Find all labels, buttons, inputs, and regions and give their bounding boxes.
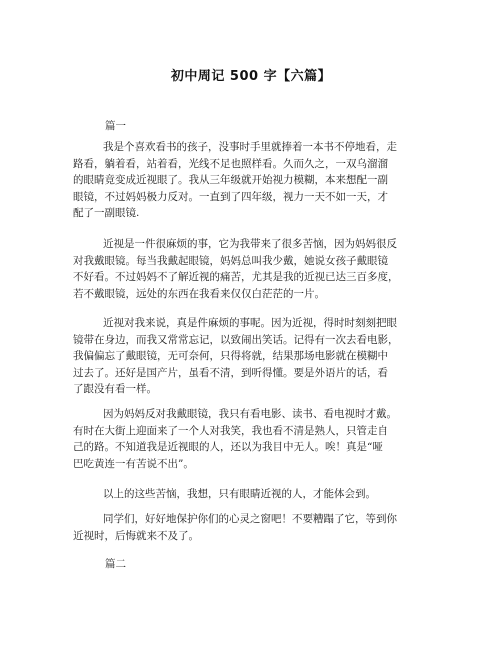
paragraph-line: 路看，躺着看，站着看，光线不足也照样看。久而久之，一双乌溜溜	[73, 157, 388, 170]
paragraph-line: 我偏偏忘了戴眼镜，无可奈何，只得将就，结果那场电影就在模糊中	[73, 350, 388, 363]
paragraph-line: 以上的这些苦恼，我想，只有眼睛近视的人，才能体会到。	[103, 488, 376, 500]
paragraph-line: 若不戴眼镜，远处的东西在我看来仅仅白茫茫的一片。	[73, 287, 325, 300]
paragraph-4	[73, 406, 433, 472]
paragraph-line: 巴吃黄连一有苦说不出”。	[73, 457, 194, 470]
paragraph-3	[73, 315, 433, 398]
paragraph-6	[73, 511, 433, 544]
paragraph-line: 不好看。不过妈妈不了解近视的痛苦，尤其是我的近视已达三百多度，	[73, 271, 399, 284]
paragraph-line: 过去了。还好是国产片，虽看不清，到听得懂。要是外语片的话，看	[73, 366, 388, 379]
paragraph-line: 因为妈妈反对我戴眼镜，我只有看电影、读书、看电视时才戴。	[103, 408, 397, 420]
paragraph-line: 己的路。不知道我是近视眼的人，还以为我目中无人。唉！真是“哑	[73, 441, 383, 454]
paragraph-1	[73, 139, 433, 222]
paragraph-line: 的眼睛竟变成近视眼了。我从三年级就开始视力模糊，本来想配一副	[73, 174, 388, 187]
paragraph-line: 近视时，后悔就来不及了。	[73, 529, 199, 542]
paragraph-5	[73, 486, 433, 503]
paragraph-line: 镜带在身边，而我又常常忘记，以致闹出笑话。记得有一次去看电影，	[73, 333, 399, 346]
paragraph-line: 有时在大街上迎面来了一个人对我笑，我也看不清是熟人，只管走自	[73, 424, 388, 437]
paragraph-line: 我是个喜欢看书的孩子，没事时手里就捧着一本书不停地看，走	[103, 141, 397, 153]
paragraph-line: 了跟没有看一样。	[73, 383, 157, 396]
paragraph-line: 近视对我来说，真是件麻烦的事呢。因为近视，得时时刻刻把眼	[103, 317, 397, 329]
paragraph-2	[73, 236, 433, 302]
paragraph-line: 眼镜，不过妈妈极力反对。一直到了四年级，视力一天不如一天，才	[73, 190, 388, 203]
document-title: 初中周记 500 字【六篇】	[170, 69, 332, 84]
paragraph-line: 对我戴眼镜。每当我戴起眼镜，妈妈总叫我少戴，她说女孩子戴眼镜	[73, 254, 388, 267]
paragraph-line: 配了一副眼镜.	[73, 207, 140, 220]
section-heading-1: 篇一	[105, 120, 126, 132]
section-heading-2: 篇二	[105, 558, 126, 570]
paragraph-line: 近视是一件很麻烦的事，它为我带来了很多苦恼，因为妈妈很反	[103, 238, 397, 250]
paragraph-line: 同学们，好好地保护你们的心灵之窗吧！不要糟蹋了它，等到你	[103, 513, 397, 525]
